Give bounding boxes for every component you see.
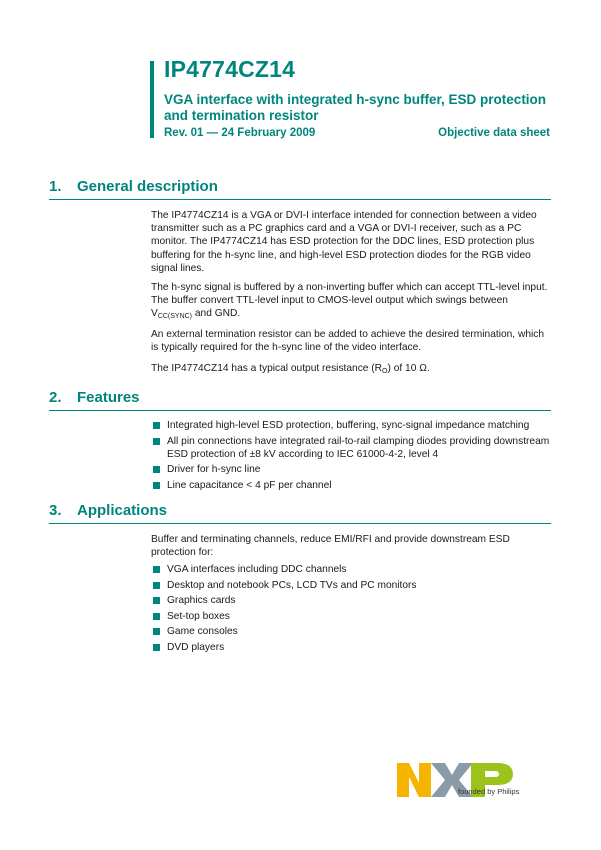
list-item-text: All pin connections have integrated rail-to-rail clamping diodes providing downstream ESD protection of ±8 kV according to IEC 61000-4-2, level 4 (167, 435, 550, 460)
list-item (151, 419, 551, 432)
general-paragraph-3: An external termination resistor can be added to achieve the desired termination, which is typically required for the h-sync line of the video interface. (151, 329, 545, 354)
list-item-text: VGA interfaces including DDC channels (167, 564, 347, 575)
bullet-square-icon (153, 566, 160, 573)
list-item (151, 479, 551, 492)
bullet-square-icon (153, 644, 160, 651)
list-item-text: Integrated high-level ESD protection, buffering, sync-signal impedance matching (167, 420, 530, 431)
list-item (151, 641, 551, 654)
logo-tagline: founded by Philips (458, 787, 520, 796)
subscript: CC(SYNC) (157, 313, 193, 321)
list-item-text: Desktop and notebook PCs, LCD TVs and PC monitors (167, 579, 417, 591)
section-title: Features (77, 389, 140, 406)
bullet-square-icon (153, 438, 160, 445)
list-item (151, 579, 551, 592)
logo-letter-n (397, 763, 431, 797)
section-heading-applications (49, 502, 551, 524)
features-list (151, 419, 551, 495)
list-item-text: Game consoles (167, 626, 238, 638)
text-run: and GND. (192, 308, 241, 320)
text-run: The h-sync signal is buffered by a non-inverting buffer which can accept TTL-level input. The buffer convert TTL-level input to CMOS-level output which swings between V (151, 282, 548, 320)
section-title: General description (77, 178, 218, 195)
text-run: ) of 10 Ω. (387, 363, 430, 374)
document-title: IP4774CZ14 (164, 56, 296, 82)
general-paragraph-4 (151, 362, 551, 378)
document-type: Objective data sheet (438, 127, 550, 139)
document-subtitle: VGA interface with integrated h-sync buffer, ESD protection and termination resistor (164, 92, 547, 123)
bullet-square-icon (153, 466, 160, 473)
section-number: 1. (49, 178, 62, 195)
list-item (151, 435, 551, 461)
list-item (151, 563, 551, 576)
bullet-square-icon (153, 613, 160, 620)
section-heading-features (49, 389, 551, 411)
list-item-text: Line capacitance < 4 pF per channel (167, 479, 332, 491)
section-number: 3. (49, 502, 62, 519)
section-title: Applications (77, 502, 168, 519)
applications-list (151, 563, 551, 657)
revision-date: Rev. 01 — 24 February 2009 (164, 127, 316, 139)
list-item (151, 610, 551, 623)
applications-intro: Buffer and terminating channels, reduce EMI/RFI and provide downstream ESD protection for: (151, 534, 510, 559)
list-item-text: Graphics cards (167, 595, 236, 607)
list-item-text: DVD players (167, 641, 225, 653)
bullet-square-icon (153, 422, 160, 429)
general-paragraph-1: The IP4774CZ14 is a VGA or DVI-I interface intended for connection between a video transmitter such as a PC graphics card and a VGA or DVI-I receiver, such as a PC monitor. The IP4774CZ14 has ESD protection for the DDC lines, ESD protection plus buffering for the h-sync line, and high-level ESD protection diodes for the RGB video signal lines. (151, 210, 537, 274)
list-item-text: Set-top boxes (167, 610, 230, 622)
subscript: O (382, 368, 388, 375)
section-number: 2. (49, 389, 62, 406)
section-heading-general-description (49, 178, 551, 200)
list-item (151, 625, 551, 638)
bullet-square-icon (153, 482, 160, 489)
list-item (151, 463, 551, 476)
list-item (151, 594, 551, 607)
bullet-square-icon (153, 597, 160, 604)
bullet-square-icon (153, 582, 160, 589)
bullet-square-icon (153, 628, 160, 635)
list-item-text: Driver for h-sync line (167, 464, 261, 476)
header-accent-bar (150, 61, 154, 138)
general-paragraph-2 (151, 281, 551, 324)
text-run: The IP4774CZ14 has a typical output resistance (R (151, 363, 383, 374)
